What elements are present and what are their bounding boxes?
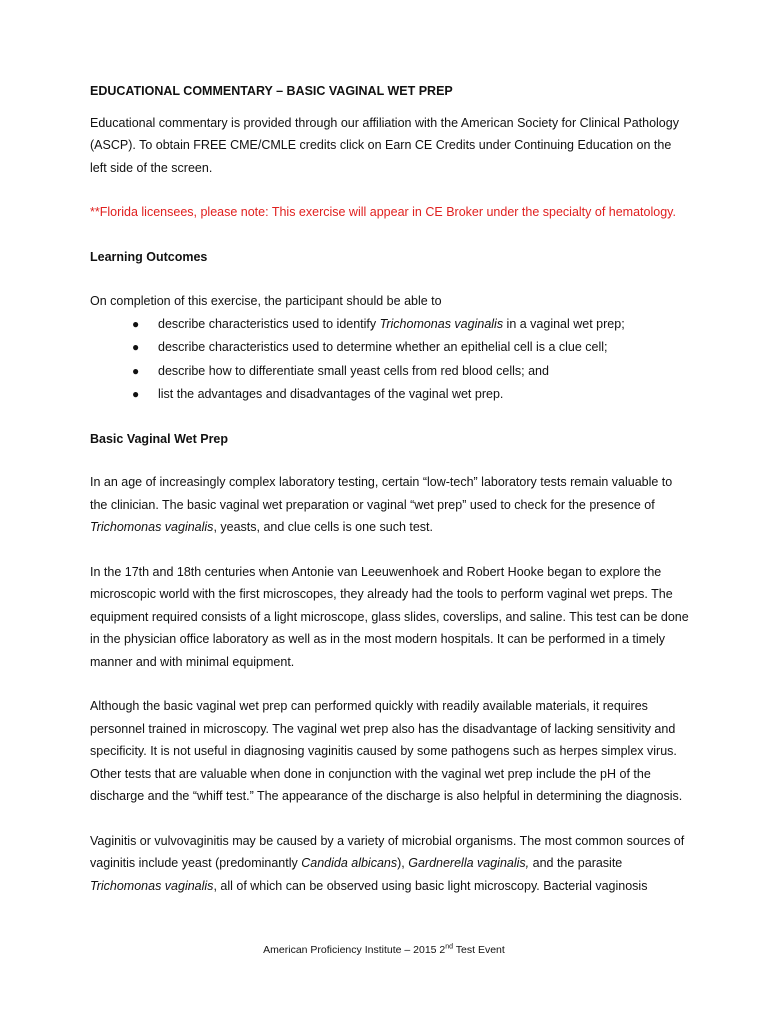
- paragraph-italic: Trichomonas vaginalis: [90, 520, 214, 534]
- footer-ordinal: nd: [445, 943, 454, 951]
- spacer: [90, 808, 690, 830]
- learning-outcomes-lead: On completion of this exercise, the participant should be able to: [90, 294, 442, 308]
- list-item-text: list the advantages and disadvantages of the vaginal wet prep.: [158, 387, 504, 401]
- bullet-icon: ●: [132, 363, 140, 378]
- spacer: [90, 407, 690, 428]
- list-item-text-tail: in a vaginal wet prep;: [503, 316, 625, 331]
- paragraph-italic: Gardnerella vaginalis,: [408, 856, 530, 870]
- wet-prep-heading: Basic Vaginal Wet Prep: [90, 431, 229, 446]
- spacer: [90, 673, 690, 695]
- wet-prep-paragraph-3: Although the basic vaginal wet prep can performed quickly with readily available materials, it requires personnel trained in microscopy. The vaginal wet prep also has the disadvantage of lacking sensitivity and specificity. It is not useful in diagnosing vaginitis caused by some pathogens such as herpes simplex virus. Other tests that are valuable when done in conjunction with the vaginal wet prep include the pH of the discharge and the “whiff test.” The appearance of the discharge is also helpful in determining the diagnosis.: [90, 699, 683, 803]
- wet-prep-paragraph-2: In the 17th and 18th centuries when Antonie van Leeuwenhoek and Robert Hooke began to explore the microscopic world with the first microscopes, they already had the tools to perform vaginal wet preps. The equipment required consists of a light microscope, glass slides, coverslips, and saline. This test can be done in the physician office laboratory as well as in the most modern hospitals. It can be performed in a timely manner and with minimal equipment.: [90, 564, 689, 669]
- list-item-text: describe characteristics used to determine whether an epithelial cell is a clue cell;: [158, 340, 608, 354]
- paragraph-text: In an age of increasingly complex laboratory testing, certain “low-tech” laboratory tests remain valuable to the clinician. The basic vaginal wet preparation or vaginal “wet prep” used to check for the presence of: [90, 475, 673, 512]
- paragraph-text: and the parasite: [529, 856, 623, 870]
- paragraph-text: , yeasts, and clue cells is one such test.: [213, 520, 433, 534]
- spacer: [90, 539, 690, 561]
- bullet-icon: ●: [132, 387, 140, 401]
- paragraph-text: Vaginitis or vulvovaginitis may be caused by a variety of microbial organisms. The most common sources of vaginitis include yeast (predominantly: [90, 833, 685, 870]
- list-item-text: describe how to differentiate small yeast cells from red blood cells; and: [158, 363, 549, 378]
- footer-text: American Proficiency Institute – 2015 2: [263, 944, 446, 956]
- paragraph-italic: Candida albicans: [301, 856, 398, 870]
- page-footer: [0, 943, 768, 957]
- document-title: EDUCATIONAL COMMENTARY – BASIC VAGINAL WET PREP: [90, 84, 453, 98]
- spacer: [90, 179, 690, 201]
- paragraph-italic: Trichomonas vaginalis: [90, 878, 214, 893]
- wet-prep-paragraph-4: [90, 830, 690, 898]
- intro-paragraph: Educational commentary is provided through our affiliation with the American Society for Clinical Pathology (ASCP). To obtain FREE CME/CMLE credits click on Earn CE Credits under Continuing Education on the left side of the screen.: [90, 115, 679, 175]
- list-item-text: describe characteristics used to identify: [158, 316, 380, 331]
- learning-outcomes-list: [90, 313, 690, 407]
- list-item-italic: Trichomonas vaginalis: [379, 316, 504, 331]
- list-item: [90, 360, 690, 384]
- spacer: [90, 224, 690, 246]
- list-item: [90, 383, 690, 407]
- footer-tail: Test Event: [453, 944, 505, 956]
- wet-prep-paragraph-1: [90, 471, 690, 539]
- paragraph-text: ),: [397, 856, 409, 870]
- bullet-icon: ●: [132, 316, 140, 331]
- paragraph-text: , all of which can be observed using basic light microscopy. Bacterial vaginosis: [213, 878, 648, 893]
- document-body: [90, 80, 690, 897]
- list-item: [90, 336, 690, 360]
- spacer: [90, 450, 690, 471]
- florida-note: **Florida licensees, please note: This exercise will appear in CE Broker under the specialty of hematology.: [90, 205, 676, 219]
- spacer: [90, 268, 690, 290]
- bullet-icon: ●: [132, 340, 140, 354]
- list-item: [90, 313, 690, 337]
- learning-outcomes-heading: Learning Outcomes: [90, 249, 208, 264]
